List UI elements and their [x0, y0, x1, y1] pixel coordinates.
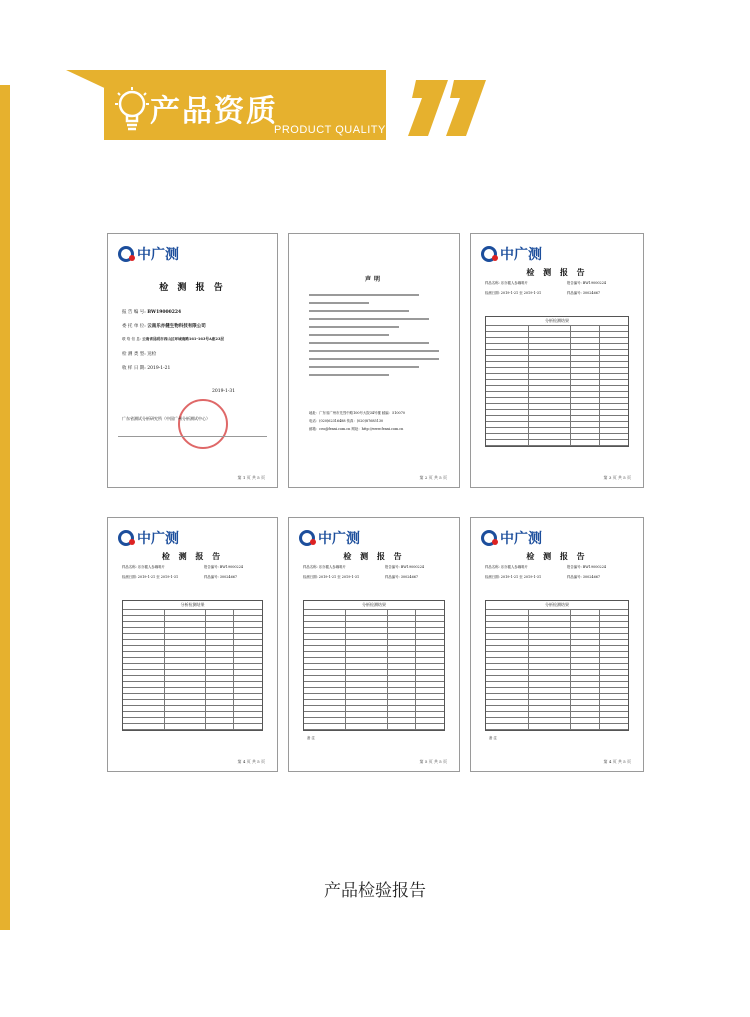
page-number: 第 3 页 共 5 页: [603, 475, 631, 480]
results-table: [122, 600, 263, 731]
report-results-page[interactable]: [470, 517, 644, 772]
remark-label: 备 注: [489, 736, 497, 740]
results-table-caption: 分析检测结果: [486, 317, 628, 326]
report-field: 检测日期: 2019-1-21 至 2019-1-31: [122, 575, 179, 579]
remark-label: 备 注: [307, 736, 315, 740]
report-field: 报告编号: BW19000224: [385, 565, 425, 569]
report-results-page[interactable]: [107, 517, 278, 772]
lab-name: 广东省测试分析研究所（中国广州分析测试中心）: [122, 416, 210, 421]
report-cover-page[interactable]: [107, 233, 278, 488]
results-table-caption: 分析检测结果: [304, 601, 444, 610]
page-number: 第 4 页 共 5 页: [603, 759, 631, 764]
quote-mark-right: [446, 80, 486, 136]
brand-logo-icon: [118, 246, 134, 262]
report-field: 报告编号: BW19000224: [567, 281, 607, 285]
results-table-caption: 分析检测结果: [486, 601, 628, 610]
document-title: 检 测 报 告: [159, 283, 226, 293]
table-row: [486, 724, 628, 730]
report-statement-page[interactable]: [288, 233, 460, 488]
report-field: 样品名称: 乐亦健人参咖啡片: [303, 565, 346, 569]
report-number: 报 告 编 号: BW19000224: [122, 310, 182, 315]
sign-date: 2019-1-31: [212, 389, 236, 394]
lab-email: 邮箱：ceo@fenxi.com.cn 网址：http://www.fenxi.com.cn: [309, 427, 404, 431]
brand-logo-icon: [481, 530, 497, 546]
section-subtitle: PRODUCT QUALITY: [274, 124, 386, 136]
report-field: 检测日期: 2019-1-21 至 2019-1-31: [485, 291, 542, 295]
report-field: 报告编号: BW19000224: [567, 565, 607, 569]
brand-logo: 中广测: [481, 528, 542, 548]
brand-logo-icon: [299, 530, 315, 546]
left-accent-stripe: [0, 85, 10, 930]
report-results-page[interactable]: [470, 233, 644, 488]
lab-address: 地址：广东省广州市先烈中路100号大院34号楼 邮编：510070: [309, 411, 406, 415]
client-name: 委 托 单 位: 云南乐亦健生物科技有限公司: [122, 324, 206, 329]
document-title: 检 测 报 告: [343, 551, 405, 561]
table-row: [486, 440, 628, 446]
report-field: 样品编号: 30024667: [385, 575, 419, 579]
test-type: 检 测 类 型: 送检: [122, 352, 157, 357]
client-address: 联 络 信 息: 云南省昆明市西山区环城南路161-163号A座23层: [122, 337, 224, 341]
results-table: [485, 316, 629, 447]
document-title: 检 测 报 告: [526, 551, 588, 561]
brand-logo: 中广测: [481, 244, 542, 264]
brand-logo: 中广测: [118, 244, 179, 264]
report-field: 样品编号: 30024667: [567, 291, 601, 295]
statement-title: 声明: [364, 276, 383, 283]
quote-mark-left: [408, 80, 448, 136]
report-field: 样品编号: 30024667: [567, 575, 601, 579]
page-number: 第 1 页 共 5 页: [237, 475, 265, 480]
receipt-date: 收 样 日 期: 2019-1-21: [122, 366, 171, 371]
table-row: [304, 724, 444, 730]
page-number: 第 5 页 共 5 页: [419, 759, 447, 764]
brand-logo-icon: [118, 530, 134, 546]
report-field: 样品名称: 乐亦健人参咖啡片: [485, 281, 528, 285]
report-field: 检测日期: 2019-1-21 至 2019-1-31: [485, 575, 542, 579]
report-field: 样品名称: 乐亦健人参咖啡片: [122, 565, 165, 569]
brand-logo: 中广测: [299, 528, 360, 548]
section-title: 产品资质: [150, 94, 278, 129]
lab-phone: 电话：(020)62316488 传真：(020)87685130: [309, 419, 384, 423]
results-table: [303, 600, 445, 731]
report-field: 样品名称: 乐亦健人参咖啡片: [485, 565, 528, 569]
report-results-page[interactable]: [288, 517, 460, 772]
page-number: 第 2 页 共 5 页: [419, 475, 447, 480]
results-table: [485, 600, 629, 731]
table-row: [123, 724, 262, 730]
brand-logo: 中广测: [118, 528, 179, 548]
official-seal: [178, 399, 228, 449]
brand-logo-icon: [481, 246, 497, 262]
report-field: 报告编号: BW19000224: [204, 565, 244, 569]
report-field: 检测日期: 2019-1-21 至 2019-1-31: [303, 575, 360, 579]
page-number: 第 4 页 共 5 页: [237, 759, 265, 764]
results-table-caption: 分析检测结果: [123, 601, 262, 610]
lightbulb-icon: [114, 86, 150, 138]
document-title: 检 测 报 告: [526, 267, 588, 277]
document-title: 检 测 报 告: [161, 551, 224, 561]
report-field: 样品编号: 30024667: [204, 575, 238, 579]
image-caption: 产品检验报告: [324, 881, 426, 901]
